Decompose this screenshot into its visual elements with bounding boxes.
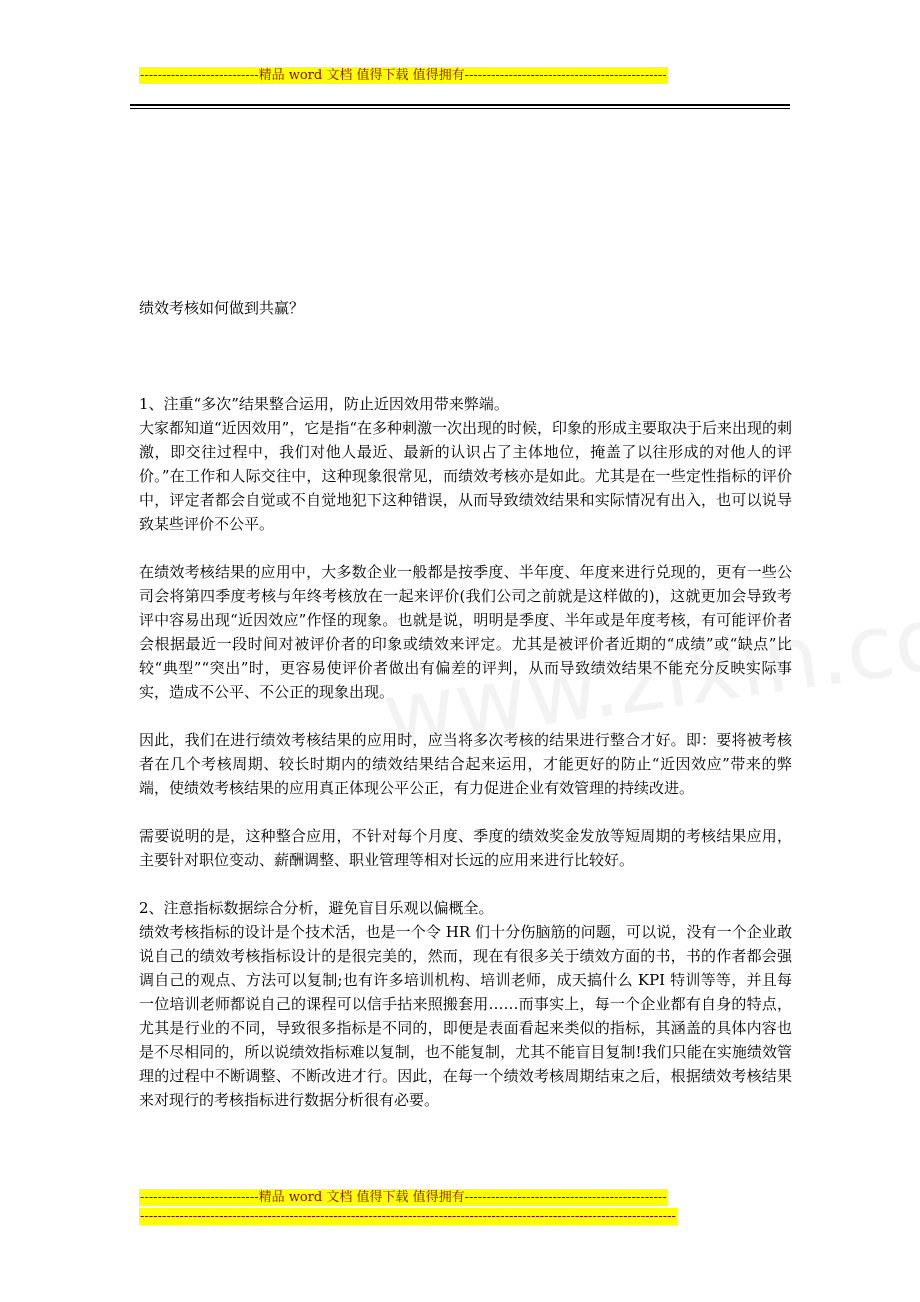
section-heading: 2、注意指标数据综合分析，避免盲目乐观以偏概全。 [139, 899, 494, 917]
document-body [139, 296, 792, 1112]
header-rule-thick [130, 104, 790, 106]
paragraph: 在绩效考核结果的应用中，大多数企业一般都是按季度、半年度、年度来进行兑现的，更有一些公司会将第四季度考核与年终考核放在一起来评价(我们公司之前就是这样做的)，这就更加会导致考评中容易出现“近因效应”作怪的现象。也就是说，明明是季度、半年或是年度考核，有可能评价者会根据最近一段时间对被评价者的印象或绩效来评定。尤其是被评价者近期的“成绩”或“缺点”比较“典型”“突出”时，更容易使评价者做出有偏差的评判，从而导致绩效结果不能充分反映实际事实，造成不公平、不公正的现象出现。 [139, 563, 792, 701]
paragraph: 绩效考核指标的设计是个技术活，也是一个令 HR 们十分伤脑筋的问题，可以说，没有一个企业敢说自己的绩效考核指标设计的是很完美的，然而，现在有很多关于绩效方面的书，书的作者都会强调自己的观点、方法可以复制;也有许多培训机构、培训老师，成天搞什么 KPI 特训等等，并且每一位培训老师都说自己的课程可以信手拈来照搬套用……而事实上，每一个企业都有自身的特点，尤其是行业的不同，导致很多指标是不同的，即便是表面看起来类似的指标，其涵盖的具体内容也是不尽相同的，所以说绩效指标难以复制，也不能复制，尤其不能盲目复制!我们只能在实施绩效管理的过程中不断调整、不断改进才行。因此，在每一个绩效考核周期结束之后，根据绩效考核结果来对现行的考核指标进行数据分析很有必要。 [139, 923, 792, 1109]
footer-banner: ---------------------------精品 word 文档 值得下载 值得拥有---------------------------------------------- [140, 1190, 667, 1205]
header-banner: ---------------------------精品 word 文档 值得下载 值得拥有---------------------------------------------- [140, 68, 667, 83]
document-title: 绩效考核如何做到共赢？ [139, 299, 305, 317]
paragraph: 大家都知道“近因效用”，它是指“在多种刺激一次出现的时候，印象的形成主要取决于后来出现的刺激，即交往过程中，我们对他人最近、最新的认识占了主体地位，掩盖了以往形成的对他人的评价。”在工作和人际交往中，这种现象很常见，而绩效考核亦是如此。尤其是在一些定性指标的评价中，评定者都会自觉或不自觉地犯下这种错误，从而导致绩效结果和实际情况有出入，也可以说导致某些评价不公平。 [139, 419, 793, 533]
paragraph: 因此，我们在进行绩效考核结果的应用时，应当将多次考核的结果进行整合才好。即：要将被考核者在几个考核周期、较长时期内的绩效结果结合起来运用，才能更好的防止“近因效应”带来的弊端，使绩效考核结果的应用真正体现公平公正，有力促进企业有效管理的持续改进。 [139, 731, 792, 797]
section-heading: 1、注重“多次”结果整合运用，防止近因效用带来弊端。 [139, 395, 509, 413]
paragraph: 需要说明的是，这种整合应用，不针对每个月度、季度的绩效奖金发放等短周期的考核结果应用，主要针对职位变动、薪酬调整、职业管理等相对长远的应用来进行比较好。 [139, 827, 792, 869]
header-rule-thin [130, 108, 790, 109]
footer-dashes: -------------------------------------------------------------------------------------------------------------------------- [140, 1209, 676, 1224]
